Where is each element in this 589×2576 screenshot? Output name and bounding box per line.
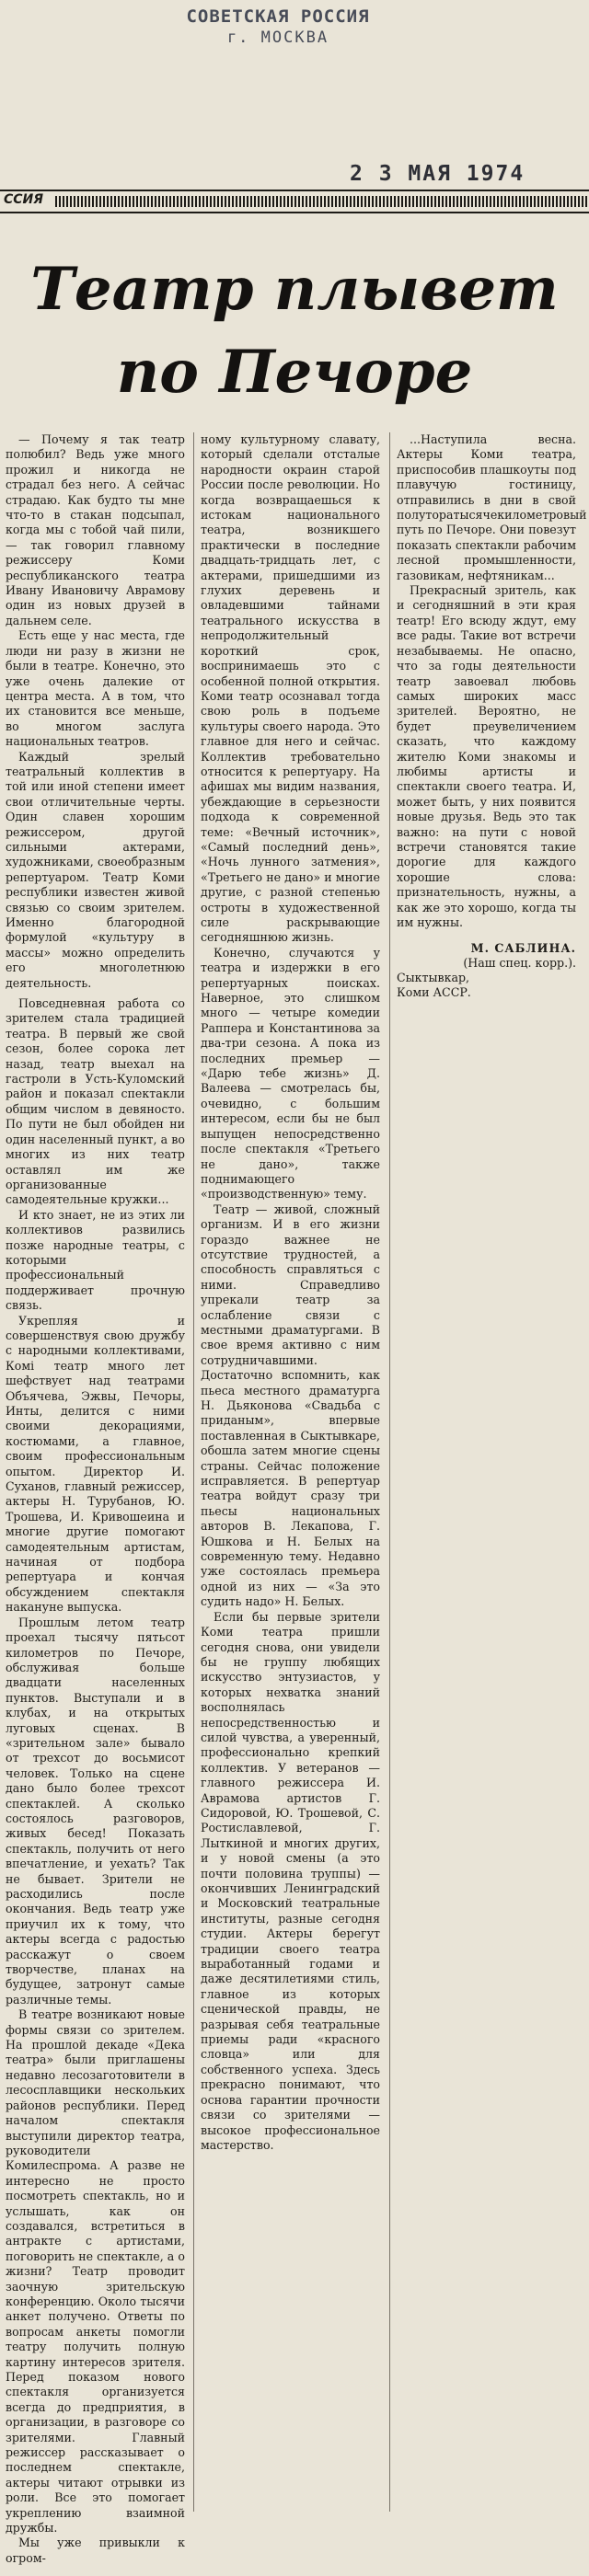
article-column-3: [397, 432, 587, 1000]
paragraph: Театр — живой, сложный организм. И в его жизни гораздо важнее не отсутствие трудностей, а способность справляться с ними. Справедливо упрекали театр за ослабление связи с местными драматургами. В свое время активно с ним сотрудничавшими. Достаточно вспомнить, как пьеса местного драматурга Н. Дьяконова «Свадьба с приданым», впервые поставленная в Сыктывкаре, обошла затем многие сцены страны. Сейчас положение исправляется. В репертуар театра войдут сразу три пьесы национальных авторов В. Лекапова, Г. Юшкова и Н. Белых на современную тему. Недавно уже состоялась премьера одной из них — «За это судить надо» Н. Белых.: [201, 1202, 380, 1609]
article-column-1: [6, 432, 185, 2566]
paragraph: — Почему я так театр полюбил? Ведь уже много прожил и никогда не страдал без него. А сейчас страдаю. Как будто ты мне что-то в стакан подсыпал, когда мы с тобой чай пили,— так говорил главному режиссеру Коми республиканского театра Ивану Ивановичу Аврамову один из новых друзей в дальнем селе.: [6, 432, 185, 627]
stamp-newspaper-name: СОВЕТСКАЯ РОССИЯ: [186, 6, 370, 27]
headline-line-2: по Печоре: [116, 338, 473, 407]
paragraph: Мы уже привыкли к огром-: [6, 2536, 185, 2565]
column-rule: [389, 432, 390, 2512]
stamp-city: г. МОСКВА: [226, 29, 329, 47]
paragraph: Есть еще у нас места, где люди ни разу в жизни не были в театре. Конечно, это уже очень далекие от центра места. А в том, что их становится все меньше, во многом заслуга национальных театров.: [6, 628, 185, 749]
newspaper-stamp: [131, 6, 425, 48]
article-headline: [18, 248, 571, 414]
paragraph: Повседневная работа со зрителем стала традицией театра. В первый же свой сезон, более сорока лет назад, театр выехал на гастроли в Усть-Куломский район и показал спектакли общим числом в девяносто. По пути не был обойден ни один населенный пункт, а во многих из них театр оставлял им же организованные самодеятельные кружки...: [6, 996, 185, 1207]
paragraph: Каждый зрелый театральный коллектив в той или иной степени имеет свои отличительные черты. Один славен хорошим режиссером, другой сильными актерами, художниками, своеобразным репертуаром. Театр Коми республики известен живой связью со своим зрителем. Именно благородной формулой «культуру в массы» можно определить его многолетнюю деятельность.: [6, 749, 185, 990]
paragraph: И кто знает, не из этих ли коллективов развились позже народные театры, с которыми профессиональный поддерживает прочную связь.: [6, 1207, 185, 1313]
headline-line-1: Театр плывет: [30, 255, 559, 324]
section-header-hatching: [55, 196, 589, 207]
paragraph: Если бы первые зрители Коми театра пришли сегодня снова, они увидели бы не группу любящих искусство энтузиастов, у которых нехватка знаний восполнялась непосредственностью и силой чувства, а уверенный, профессионально крепкий коллектив. У ветеранов — главного режиссера И. Аврамова артистов Г. Сидоровой, Ю. Трошевой, С. Ростиславлевой, Г. Лыткиной и многих других, и у новой смены (а это почти половина труппы) — окончивших Ленинградский и Московский театральные институты, разные сегодня студии. Актеры берегут традиции своего театра выработанный годами и даже десятилетиями стиль, главное из которых сценической правды, не разрывая себя театральные приемы ради «красного словца» или для собственного успеха. Здесь прекрасно понимают, что основа гарантии прочности связи со зрителями — высокое профессиональное мастерство.: [201, 1609, 380, 2152]
author-signature: [397, 941, 576, 1000]
dateline-city: Сыктывкар,: [397, 971, 470, 985]
paragraph: Прекрасный зритель, как и сегодняшний в эти края театр! Его всюду ждут, ему все рады. Такие вот встречи незабываемы. Не опасно, что за годы деятельности театр завоевал любовь самых широких масс зрителей. Вероятно, не будет преувеличением сказать, что каждому жителю Коми знакомы и любимы артисты и спектакли своего театра. И, может быть, у них появится новые друзья. Ведь это так важно: на пути с новой встречи становятся такие дорогие для каждого хорошие слова: признательность, нужны, а как же это хорошо, когда ты им нужны.: [397, 583, 576, 929]
paragraph: Конечно, случаются у театра и издержки в его репертуарных поисках. Наверное, это слишком много — четыре комедии Раппера и Константинова за два-три сезона. А пока из последних премьер — «Дарю тебе жизнь» Д. Валеева — смотрелась бы, очевидно, с большим интересом, если бы не был выпущен непосредственно после спектакля «Третьего не дано», также поднимающего «производственную» тему.: [201, 945, 380, 1202]
paragraph: Укрепляя и совершенствуя свою дружбу с народными коллективами, Комi театр много лет шефствует над театрами Объячева, Эжвы, Печоры, Инты, делится с ними своими декорациями, костюмами, а главное, своим профессиональным опытом. Директор И. Суханов, главный режиссер, актеры Н. Турубанов, Ю. Трошева, И. Кривошеина и многие другие помогают самодеятельным артистам, начиная от подбора репертуара и кончая обсуждением спектакля накануне выпуска.: [6, 1313, 185, 1615]
paragraph: ...Наступила весна. Актеры Коми театра, приспособив плашкоуты под плавучую гостиницу, отправились в дни в свой полуторатысячекилометровый путь по Печоре. Они повезут показать спектакли рабочим лесной промышленности, газовикам, нефтяникам...: [397, 432, 587, 582]
dateline-region: Коми АССР.: [397, 985, 471, 1000]
date-stamp: 2 3 МАЯ 1974: [350, 162, 525, 186]
paragraph: ному культурному славату, который сделали отсталые народности окраин старой России после революции. Но когда возвращаешься к истокам национального театра, возникшего практически в последние двадцать-тридцать лет, с актерами, пришедшими из глухих деревень и овладевшими тайнами театрального искусства в непродолжительный короткий срок, воспринимаешь это с особенной полной открытия. Коми театр осознавал тогда свою роль в подъеме культуры своего народа. Это главное для него и сейчас. Коллектив требовательно относится к репертуару. На афишах мы видим названия, убеждающие в серьезности подхода к современной теме: «Вечный источник», «Самый последний день», «Ночь лунного затмения», «Третьего не дано» и многие другие, с разной степенью остроты в художественной силе раскрывающие сегодняшнюю жизнь.: [201, 432, 380, 945]
section-label: ССИЯ: [4, 192, 44, 207]
author-name: М. САБЛИНА.: [470, 941, 576, 956]
paragraph: В театре возникают новые формы связи со зрителем. На прошлой декаде «Дека театра» были приглашены недавно лесозаготовители в лесосплавщики нескольких районов республики. Перед началом спектакля выступили директор театра, руководители Комилеспрома. А разве не интересно не просто посмотреть спектакль, но и услышать, как он создавался, встретиться в антракте с артистами, поговорить не спектакле, а о жизни? Театр проводит заочную зрительскую конференцию. Около тысячи анкет получено. Ответы по вопросам анкеты помогли театру получить полную картину интересов зрителя. Перед показом нового спектакля организуется всегда до предприятия, в организации, в разговоре со зрителями. Главный режиссер рассказывает о последнем спектакле, актеры читают отрывки из роли. Все это помогает укреплению взаимной дружбы.: [6, 2007, 185, 2536]
paragraph: Прошлым летом театр проехал тысячу пятьсот километров по Печоре, обслуживая больше двадцати населенных пунктов. Выступали и в клубах, и на открытых луговых сценах. В «зрительном зале» бывало от трехсот до восьмисот человек. Только на сцене дано было более трехсот спектаклей. А сколько состоялось разговоров, живых бесед! Показать спектакль, получить от него впечатление, и уехать? Так не бывает. Зрители не расходились после окончания. Ведь театр уже приучил их к тому, что актеры всегда с радостью расскажут о своем творчестве, планах на будущее, затронут самые различные темы.: [6, 1615, 185, 2007]
column-rule: [193, 432, 194, 2512]
author-role: (Наш спец. корр.).: [463, 956, 576, 971]
article-column-2: [201, 432, 380, 2153]
section-header-bar: [0, 190, 589, 213]
